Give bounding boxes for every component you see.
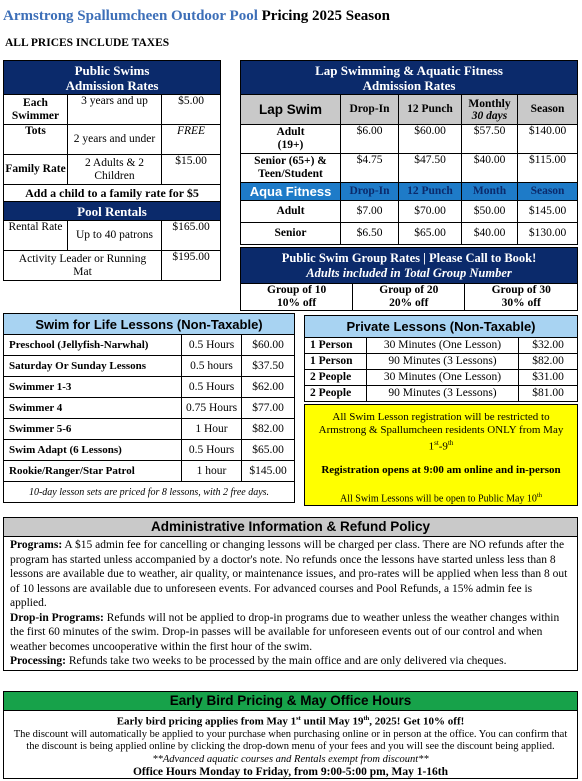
price-cell: $140.00 (518, 125, 578, 154)
public-swims-title: Public Swims (74, 62, 150, 78)
table-row (4, 125, 221, 155)
swim-for-life-title: Swim for Life Lessons (Non-Taxable) (4, 314, 295, 335)
table-row (241, 284, 578, 311)
lesson-name: Swim Adapt (6 Lessons) (4, 440, 182, 461)
table-row (4, 440, 295, 461)
price-cell: $6.50 (341, 223, 399, 245)
early-bird-section (3, 691, 578, 779)
group-rates-table (240, 247, 578, 311)
col-month: Month (462, 183, 518, 201)
group-rates-subtitle: Adults included in Total Group Number (306, 265, 512, 280)
lesson-duration: 90 Minutes (3 Lessons) (367, 386, 519, 402)
lesson-price: $65.00 (242, 440, 295, 461)
table-row (4, 356, 295, 377)
lesson-name: Preschool (Jellyfish-Narwhal) (4, 335, 182, 356)
admin-section (3, 517, 578, 671)
col-season: Season (518, 95, 578, 125)
row-label: Senior (241, 223, 341, 245)
rental-price: $195.00 (162, 251, 221, 281)
col-drop-in: Drop-In (341, 95, 399, 125)
lesson-price: $37.50 (242, 356, 295, 377)
price-cell: $6.00 (341, 125, 399, 154)
registration-restriction: All Swim Lesson registration will be restricted to Armstrong & Spallumcheen residents ONLY from May 1st-9th (318, 411, 564, 453)
lesson-price: $31.00 (519, 370, 578, 386)
lesson-duration: 1 Hour (182, 419, 242, 440)
lesson-price: $81.00 (519, 386, 578, 402)
row-label: Senior (65+) & (254, 155, 327, 167)
table-row (241, 201, 578, 223)
lesson-duration: 30 Minutes (One Lesson) (367, 370, 519, 386)
season-title: Pricing 2025 Season (261, 8, 390, 24)
table-row (241, 223, 578, 245)
rental-desc: Up to 40 patrons (68, 221, 162, 251)
family-note: Add a child to a family rate for $5 (4, 185, 221, 202)
group-off: 10% off (276, 297, 317, 309)
group-label: Group of 20 (379, 284, 439, 296)
lesson-price: $60.00 (242, 335, 295, 356)
lesson-name: Swimmer 4 (4, 398, 182, 419)
col-12-punch: 12 Punch (399, 183, 462, 201)
table-row (4, 155, 221, 185)
brand-name: Armstrong Spallumcheen Outdoor Pool (3, 8, 258, 24)
table-row (241, 125, 578, 154)
price-cell: $4.75 (341, 154, 399, 183)
rate-label: Family Rate (4, 155, 68, 185)
price-cell: $115.00 (518, 154, 578, 183)
rate-price: FREE (162, 125, 221, 155)
table-row (305, 370, 578, 386)
registration-public: All Swim Lessons will be open to Public May 10th (339, 491, 542, 504)
swim-for-life-table (3, 313, 295, 503)
registration-notice (304, 404, 578, 506)
lesson-duration: 0.5 Hours (182, 440, 242, 461)
lesson-price: $82.00 (242, 419, 295, 440)
lap-swim-subtitle: Admission Rates (362, 77, 456, 93)
table-row (4, 95, 221, 125)
price-cell: $65.00 (399, 223, 462, 245)
lesson-price: $32.00 (519, 338, 578, 354)
lap-swim-table (240, 60, 578, 245)
col-12-punch: 12 Punch (399, 95, 462, 125)
lesson-set-note: 10-day lesson sets are priced for 8 lessons, with 2 free days. (4, 482, 295, 503)
price-cell: $7.00 (341, 201, 399, 223)
early-bird-dates: Early bird pricing applies from May 1st until May 19th, 2025! Get 10% off! (116, 715, 465, 728)
group-rates-title: Public Swim Group Rates | Please Call to Book! (281, 250, 537, 265)
row-label: Adult (276, 126, 305, 138)
table-row (4, 221, 221, 251)
table-row (241, 154, 578, 183)
rate-label: Each Swimmer (4, 95, 68, 125)
price-cell: $130.00 (518, 223, 578, 245)
rate-desc: 3 years and up (68, 95, 162, 125)
price-cell: $47.50 (399, 154, 462, 183)
table-row (4, 461, 295, 482)
private-lessons-title: Private Lessons (Non-Taxable) (305, 316, 578, 338)
office-hours: Office Hours Monday to Friday, from 9:00-5:00 pm, May 1-16th (132, 766, 449, 779)
row-label: Adult (241, 201, 341, 223)
price-cell: $40.00 (462, 154, 518, 183)
rate-label: Tots (4, 125, 68, 155)
lesson-duration: 0.75 Hours (182, 398, 242, 419)
early-bird-body: The discount will automatically be applied to your purchase when purchasing online or in person at the office. You can confirm that the discount is being applied online by clicking the drop-down menu of your fees and you will see the discount being applied. **Advanced aquatic courses and Rentals exempt from discount** (13, 728, 568, 765)
price-cell: $70.00 (399, 201, 462, 223)
price-cell: $50.00 (462, 201, 518, 223)
price-cell: $40.00 (462, 223, 518, 245)
pool-rentals-title: Pool Rentals (4, 202, 221, 221)
taxes-notice: ALL PRICES INCLUDE TAXES (5, 37, 170, 49)
rental-label: Activity Leader or Running Mat (4, 251, 162, 281)
table-row (4, 251, 221, 281)
group-off: 30% off (501, 297, 541, 309)
lesson-who: 1 Person (305, 354, 367, 370)
lesson-price: $77.00 (242, 398, 295, 419)
lesson-price: $145.00 (242, 461, 295, 482)
col-monthly: Monthly (468, 97, 511, 110)
group-off: 20% off (389, 297, 429, 309)
table-row (4, 398, 295, 419)
lesson-who: 1 Person (305, 338, 367, 354)
lesson-price: $82.00 (519, 354, 578, 370)
lesson-duration: 0.5 Hours (182, 377, 242, 398)
early-bird-title: Early Bird Pricing & May Office Hours (4, 692, 577, 711)
admin-dropin: Drop-in Programs: Refunds will not be applied to drop-in programs due to weather unless the weather changes within the first 60 minutes of the swim. Drop-in passes will be available for unforeseen events out of our control and when weather becomes uncooperative within the first hour of the swim. (10, 611, 560, 653)
lesson-duration: 0.5 Hours (182, 335, 242, 356)
table-row (305, 338, 578, 354)
table-row (4, 419, 295, 440)
rate-desc: 2 years and under (68, 125, 162, 155)
rate-price: $15.00 (162, 155, 221, 185)
lesson-duration: 1 hour (182, 461, 242, 482)
col-season: Season (518, 183, 578, 201)
lesson-who: 2 People (305, 386, 367, 402)
lesson-duration: 0.5 hours (182, 356, 242, 377)
price-cell: $57.50 (462, 125, 518, 154)
col-monthly-sub: 30 days (471, 109, 508, 122)
lesson-duration: 30 Minutes (One Lesson) (367, 338, 519, 354)
lesson-price: $62.00 (242, 377, 295, 398)
admin-title: Administrative Information & Refund Policy (4, 518, 577, 537)
lesson-name: Swimmer 5-6 (4, 419, 182, 440)
lesson-duration: 90 Minutes (3 Lessons) (367, 354, 519, 370)
row-sub: (19+) (277, 139, 304, 151)
table-row (4, 335, 295, 356)
public-swims-subtitle: Admission Rates (65, 77, 159, 93)
lesson-name: Rookie/Ranger/Star Patrol (4, 461, 182, 482)
lap-swim-title: Lap Swimming & Aquatic Fitness (315, 62, 503, 78)
aqua-fitness-header: Aqua Fitness (241, 183, 341, 201)
rate-price: $5.00 (162, 95, 221, 125)
rate-desc: 2 Adults & 2 Children (68, 155, 162, 185)
group-label: Group of 30 (491, 284, 551, 296)
admin-processing: Processing: Refunds take two weeks to be processed by the main office and are only delivered via cheques. (10, 655, 507, 667)
row-sub: Teen/Student (258, 168, 323, 180)
admin-programs: Programs: A $15 admin fee for cancelling or changing lessons will be charged per class. There are NO refunds after the program has started unless accompanied by a doctor's note. No refunds once the lessons have started unless less than 8 lessons are available due to weather, air quality, or maintenance issues, and pro-rates will be applied when less than 8 out of 10 lessons are available due to unforeseen events. For advanced courses and Pool Refunds, a 15% admin fee is applied. (10, 539, 568, 609)
lap-swim-header: Lap Swim (241, 95, 341, 125)
rental-label: Rental Rate (4, 221, 68, 251)
price-cell: $60.00 (399, 125, 462, 154)
page-title (3, 8, 390, 25)
lesson-name: Saturday Or Sunday Lessons (4, 356, 182, 377)
lesson-who: 2 People (305, 370, 367, 386)
table-row (305, 354, 578, 370)
rental-price: $165.00 (162, 221, 221, 251)
price-cell: $145.00 (518, 201, 578, 223)
table-row (305, 386, 578, 402)
lesson-name: Swimmer 1-3 (4, 377, 182, 398)
public-swims-table (3, 60, 221, 281)
registration-opens: Registration opens at 9:00 am online and in-person (321, 463, 561, 476)
private-lessons-table (304, 315, 578, 402)
group-label: Group of 10 (267, 284, 327, 296)
col-drop-in: Drop-In (341, 183, 399, 201)
table-row (4, 377, 295, 398)
